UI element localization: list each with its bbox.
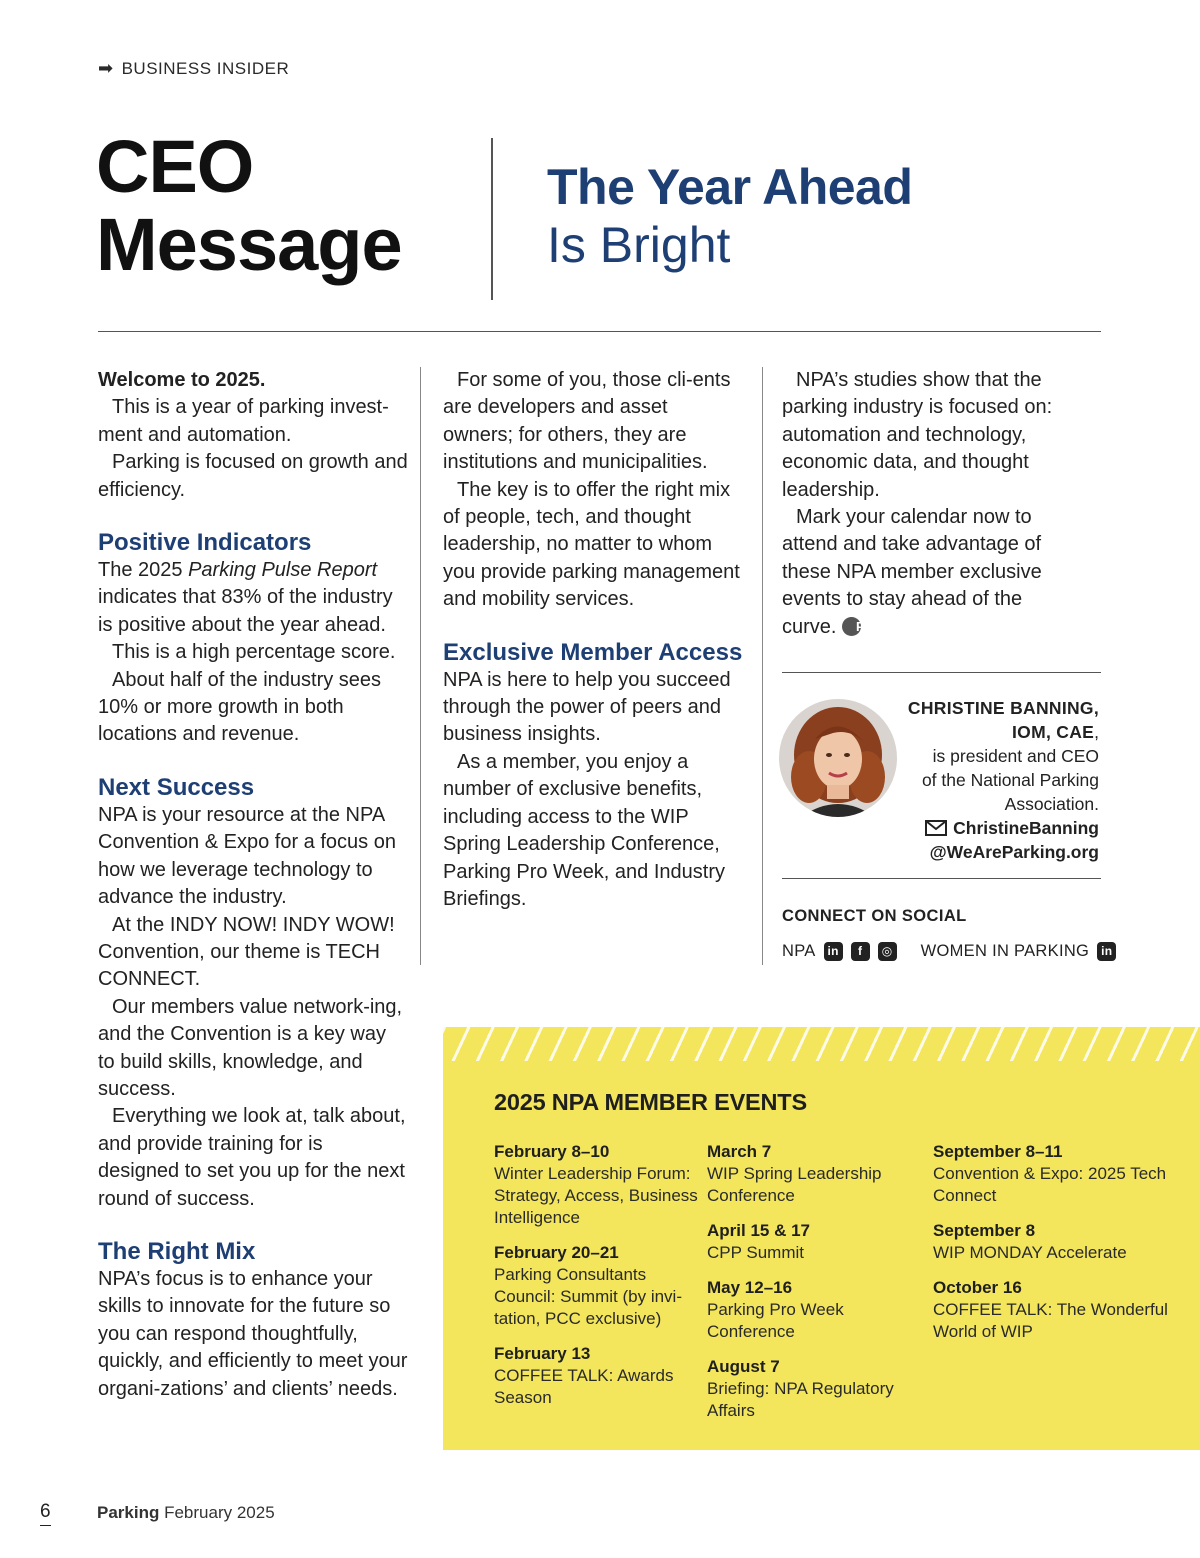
paragraph: Parking is focused on growth and efficiency. xyxy=(98,451,408,501)
events-column-2 xyxy=(707,1141,922,1435)
mail-icon xyxy=(925,820,947,836)
column-divider xyxy=(420,367,421,965)
paragraph: NPA’s focus is to enhance your skills to innovate for the future so you can respond thoughtfully, quickly, and efficiently to meet your organi-zations’ and clients’ needs. xyxy=(98,1267,408,1400)
arrow-right-icon: ➡ xyxy=(98,58,114,78)
page-title xyxy=(96,125,476,286)
kicker-label: BUSINESS INSIDER xyxy=(121,58,290,78)
paragraph: Everything we look at, talk about, and provide training for is designed to set you up for the next round of success. xyxy=(98,1105,406,1210)
paragraph: This is a high percentage score. xyxy=(112,641,396,664)
event-item: August 7 Briefing: NPA Regulatory Affairs xyxy=(707,1357,894,1420)
header-rule xyxy=(98,331,1101,332)
author-role: of the National Parking xyxy=(921,770,1099,790)
event-item: September 8 WIP MONDAY Accelerate xyxy=(933,1221,1127,1262)
author-role: Association. xyxy=(1004,794,1099,814)
paragraph: NPA’s studies show that the parking industry is focused on: automation and technology, economic data, and thought leadership. xyxy=(782,369,1053,501)
events-column-1 xyxy=(494,1141,699,1422)
social-wip-label: WOMEN IN PARKING xyxy=(920,942,1090,960)
paragraph: Our members value network-ing, and the Convention is a key way to build skills, knowledge, and success. xyxy=(98,995,403,1100)
section-heading-exclusive-access: Exclusive Member Access xyxy=(443,638,743,666)
paragraph: For some of you, those cli-ents are developers and asset owners; for others, they are institutions and municipalities. xyxy=(443,369,731,474)
report-title: Parking Pulse Report xyxy=(188,559,378,582)
events-panel xyxy=(443,1027,1200,1450)
magazine-name: Parking xyxy=(97,1503,160,1522)
article-column-2 xyxy=(443,367,743,913)
author-bio xyxy=(869,696,1099,864)
author-rule-top xyxy=(782,672,1101,673)
event-item: April 15 & 17 CPP Summit xyxy=(707,1221,810,1262)
title-line-2: Message xyxy=(96,203,402,286)
footer-folio xyxy=(97,1503,275,1523)
paragraph: The key is to offer the right mix of people, tech, and thought leadership, no matter to whom you provide parking management and mobility services. xyxy=(443,478,740,611)
event-item: February 13 COFFEE TALK: Awards Season xyxy=(494,1344,674,1407)
decorative-stripes xyxy=(443,1027,1200,1061)
author-rule-bottom xyxy=(782,878,1101,879)
author-email[interactable]: ChristineBanning xyxy=(869,816,1099,840)
title-divider xyxy=(491,138,493,300)
end-mark-icon: P xyxy=(842,617,861,636)
social-npa-label: NPA xyxy=(782,942,816,960)
subtitle-line-1: The Year Ahead xyxy=(547,159,913,215)
column-divider xyxy=(762,367,763,965)
section-kicker xyxy=(98,58,289,79)
event-item: October 16 COFFEE TALK: The Wonderful World of WIP xyxy=(933,1278,1168,1341)
intro-heading: Welcome to 2025. xyxy=(98,369,266,391)
author-email-domain[interactable]: @WeAreParking.org xyxy=(929,842,1099,862)
section-heading-positive-indicators: Positive Indicators xyxy=(98,529,312,557)
paragraph: At the INDY NOW! INDY WOW! Convention, our theme is TECH CONNECT. xyxy=(98,913,395,991)
subtitle-line-2: Is Bright xyxy=(547,217,731,273)
linkedin-icon[interactable]: in xyxy=(824,942,843,961)
paragraph: NPA is here to help you succeed through the power of peers and business insights. xyxy=(443,668,731,746)
events-title: 2025 NPA MEMBER EVENTS xyxy=(494,1089,807,1115)
facebook-icon[interactable]: f xyxy=(851,942,870,961)
event-item: September 8–11 Convention & Expo: 2025 Tech Connect xyxy=(933,1142,1167,1205)
event-item: March 7 WIP Spring Leadership Conference xyxy=(707,1142,882,1205)
paragraph: About half of the industry sees 10% or more growth in both locations and revenue. xyxy=(98,668,382,746)
linkedin-icon[interactable]: in xyxy=(1097,942,1116,961)
author-name: CHRISTINE BANNING, xyxy=(907,698,1099,718)
paragraph: This is a year of parking invest-ment and automation. xyxy=(98,396,389,446)
paragraph: NPA is your resource at the NPA Convention & Expo for a focus on how we leverage technology to advance the industry. xyxy=(98,803,396,909)
paragraph: As a member, you enjoy a number of exclusive benefits, including access to the WIP Spring Leadership Conference, Parking Pro Week, and Industry Briefings. xyxy=(443,750,725,910)
page-number: 6 xyxy=(40,1501,51,1526)
section-heading-right-mix: The Right Mix xyxy=(98,1237,256,1265)
instagram-icon[interactable]: ◎ xyxy=(878,942,897,961)
social-heading: CONNECT ON SOCIAL xyxy=(782,907,967,925)
event-item: May 12–16 Parking Pro Week Conference xyxy=(707,1278,844,1341)
author-role: is president and CEO xyxy=(932,746,1099,766)
article-column-3 xyxy=(782,367,1082,641)
subtitle xyxy=(547,158,1107,274)
paragraph: Mark your calendar now to attend and take advantage of these NPA member exclusive events to stay ahead of the curve. P xyxy=(782,506,1042,638)
issue-date: February 2025 xyxy=(164,1503,275,1522)
event-item: February 20–21 Parking Consultants Council: Summit (by invi-tation, PCC exclusive) xyxy=(494,1243,682,1328)
paragraph: The 2025 Parking Pulse Report indicates that 83% of the industry is positive about the year ahead. xyxy=(98,559,393,636)
event-item: February 8–10 Winter Leadership Forum: Strategy, Access, Business Intelligence xyxy=(494,1142,698,1227)
title-line-1: CEO xyxy=(96,125,254,208)
author-credentials: IOM, CAE, xyxy=(1012,722,1099,742)
social-links xyxy=(782,942,1116,961)
article-column-1 xyxy=(98,367,408,1403)
section-heading-next-success: Next Success xyxy=(98,773,255,801)
events-column-3 xyxy=(933,1141,1173,1356)
